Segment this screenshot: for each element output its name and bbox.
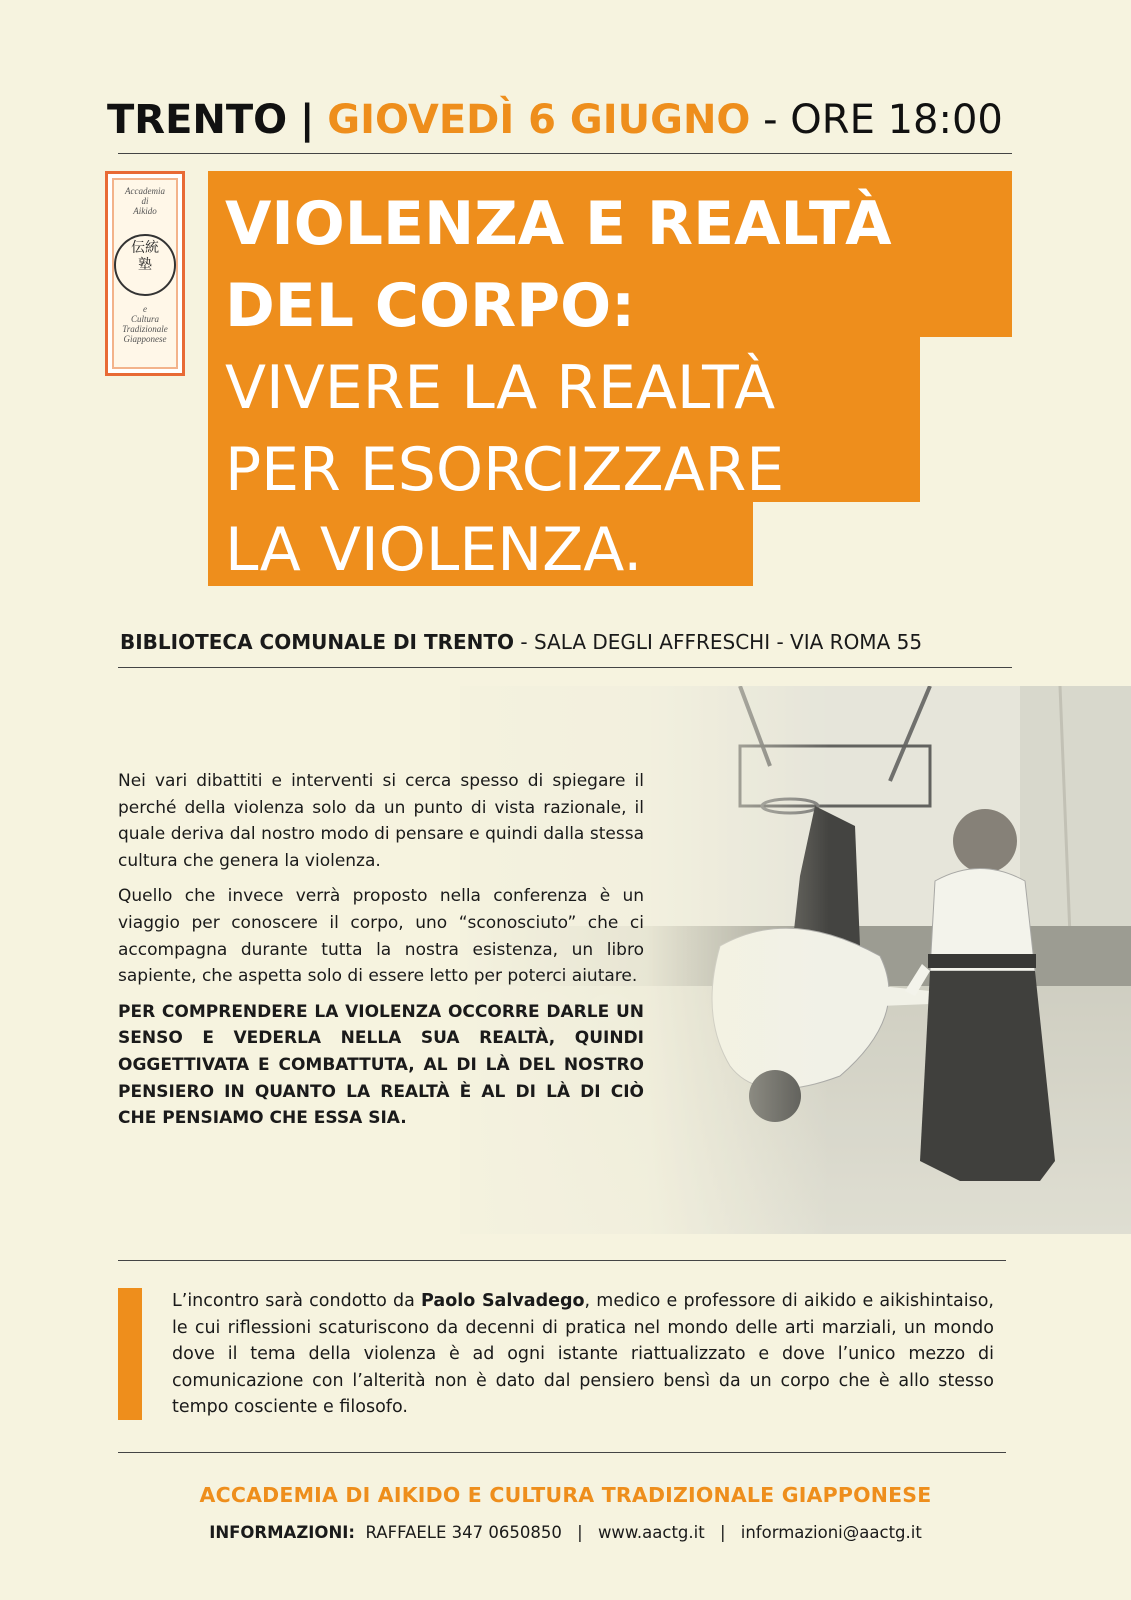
venue-name: BIBLIOTECA COMUNALE DI TRENTO bbox=[120, 630, 515, 654]
academy-logo bbox=[105, 171, 185, 376]
title-line-5: LA VIOLENZA. bbox=[225, 515, 643, 585]
logo-seal-icon: 伝統 塾 bbox=[114, 234, 176, 296]
info-label: INFORMAZIONI: bbox=[209, 1523, 356, 1542]
venue-line bbox=[120, 626, 1010, 658]
event-city: TRENTO bbox=[107, 97, 288, 143]
presenter-accent-bar bbox=[118, 1288, 142, 1420]
header-separator: | bbox=[299, 97, 315, 143]
email-link[interactable]: informazioni@aactg.it bbox=[740, 1523, 922, 1542]
venue-details: - SALA DEGLI AFFRESCHI - VIA ROMA 55 bbox=[514, 630, 923, 654]
body-paragraph-2: Quello che invece verrà proposto nella conferenza è un viaggio per conoscere il corpo, uno “sconosciuto” che ci accompagna durante tutta la nostra esistenza, un libro sapiente, che aspetta solo di essere letto per poterci aiutare. bbox=[118, 886, 644, 987]
website-link[interactable]: www.aactg.it bbox=[597, 1523, 705, 1542]
event-time: - ORE 18:00 bbox=[763, 97, 1003, 143]
title-line-3: VIVERE LA REALTÀ bbox=[225, 353, 776, 423]
presenter-name: Paolo Salvadego bbox=[421, 1291, 585, 1311]
title-line-4: PER ESORCIZZARE bbox=[225, 435, 785, 505]
info-divider-1: | bbox=[577, 1523, 583, 1542]
body-paragraph-3: PER COMPRENDERE LA VIOLENZA OCCORRE DARLE UN SENSO E VEDERLA NELLA SUA REALTÀ, QUINDI OGGETTIVATA E COMBATTUTA, AL DI LÀ DEL NOSTRO PENSIERO IN QUANTO LA REALTÀ È AL DI LÀ DI CIÒ CHE PENSIAMO CHE ESSA SIA. bbox=[118, 1001, 644, 1129]
presenter-text: L’incontro sarà condotto da Paolo Salvadego, medico e professore di aikido e aikishintaiso, le cui riflessioni scaturiscono da decenni di pratica nel mondo delle arti marziali, un mondo dove il tema della violenza è ad ogni istante riattualizzato e dove l’unico mezzo di comunicazione con l’alterità non è dato dal pensiero bensì da un corpo che è allo stesso tempo cosciente e filosofo. bbox=[172, 1291, 994, 1418]
title-line-1: VIOLENZA E REALTÀ bbox=[225, 189, 892, 259]
logo-text-top: Accademia di Aikido bbox=[125, 186, 165, 216]
event-date-line bbox=[107, 92, 1007, 148]
divider-top bbox=[118, 153, 1012, 154]
academy-name: ACCADEMIA DI AIKIDO E CULTURA TRADIZIONALE GIAPPONESE bbox=[199, 1483, 932, 1507]
body-text bbox=[118, 768, 644, 1141]
divider-venue bbox=[118, 667, 1012, 668]
logo-text-bottom: e Cultura Tradizionale Giapponese bbox=[122, 304, 168, 344]
event-date: GIOVEDÌ 6 GIUGNO bbox=[327, 97, 751, 143]
info-divider-2: | bbox=[719, 1523, 726, 1542]
contact-info bbox=[0, 1523, 1131, 1542]
title-line-2: DEL CORPO: bbox=[225, 271, 636, 341]
divider-presenter-bottom bbox=[118, 1452, 1006, 1453]
body-paragraph-1: Nei vari dibattiti e interventi si cerca spesso di spiegare il perché della violenza solo da un punto di vista razionale, il quale deriva dal nostro modo di pensare e quindi dalla stessa cultura che genera la violenza. bbox=[118, 771, 644, 871]
contact-phone: RAFFAELE 347 0650850 bbox=[365, 1523, 562, 1542]
divider-presenter-top bbox=[118, 1260, 1006, 1261]
